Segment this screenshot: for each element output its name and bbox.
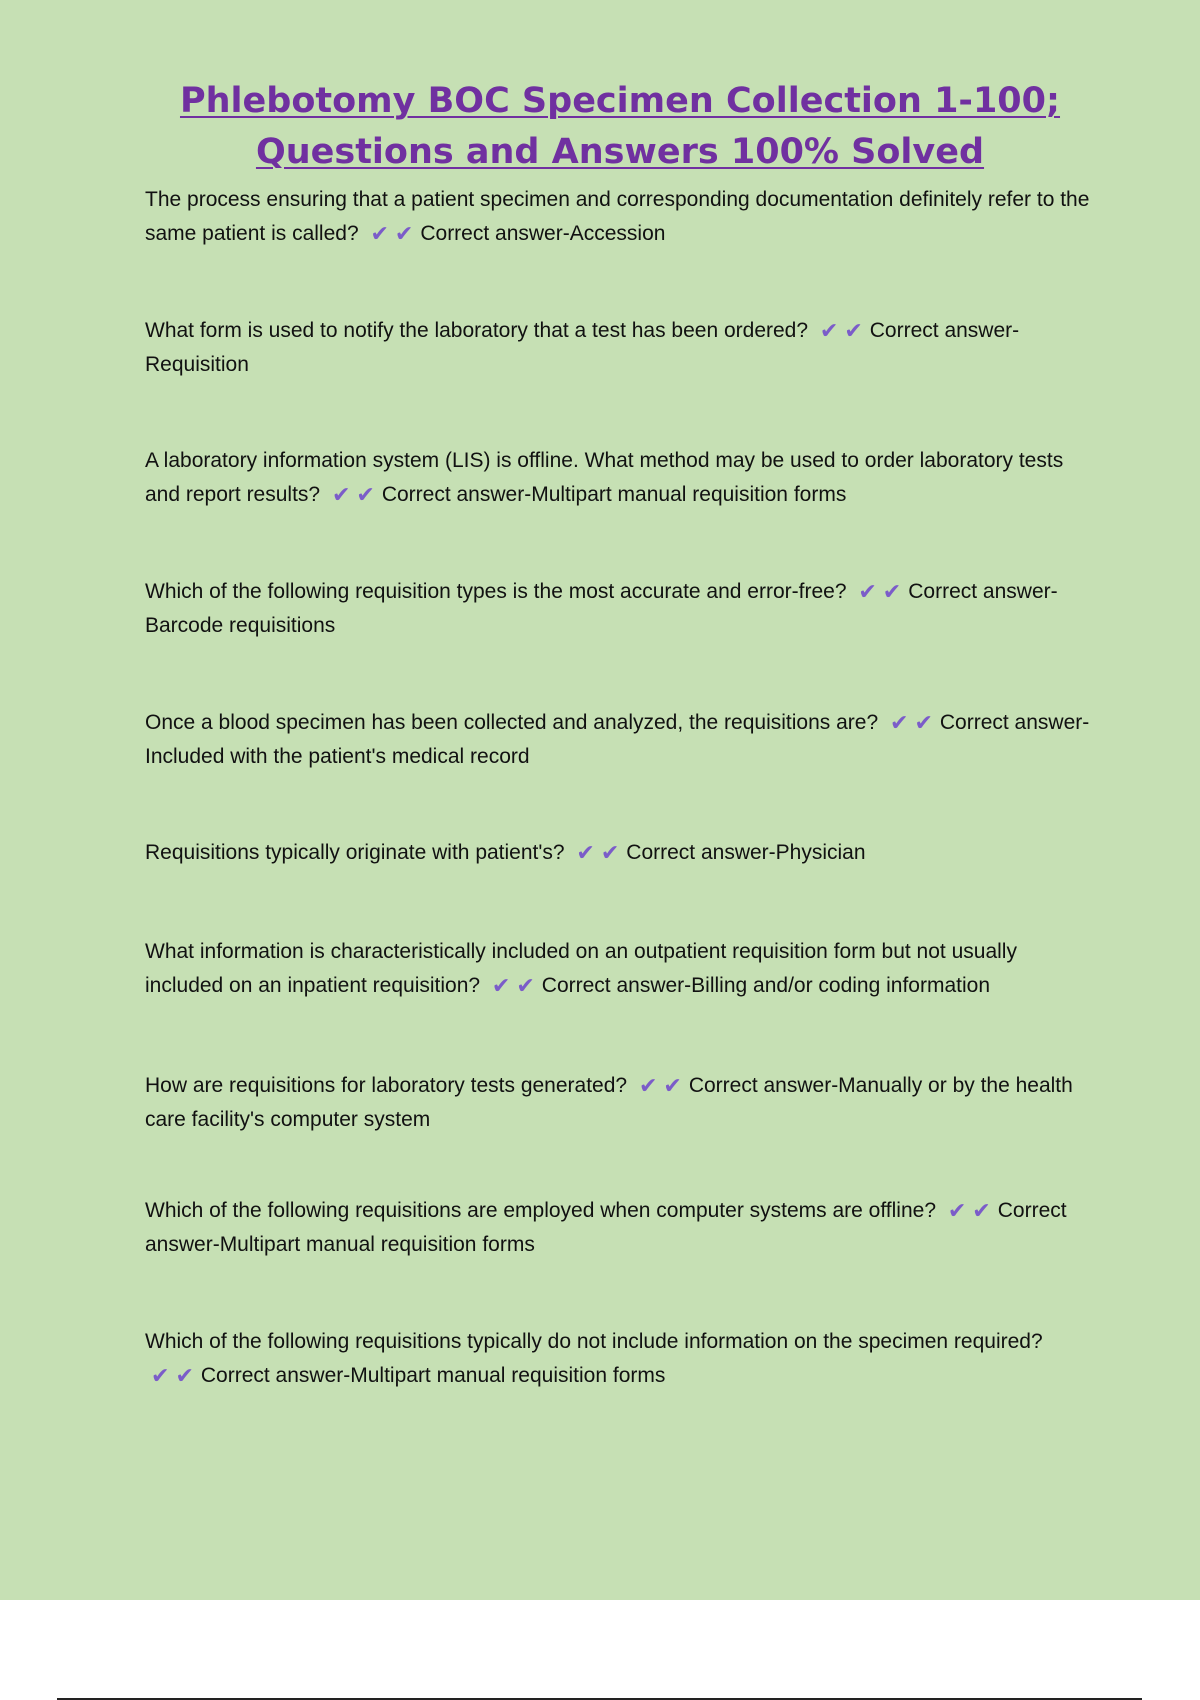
check-icon: ✔ — [516, 974, 535, 999]
document-body — [145, 76, 1095, 190]
double-check-icon — [367, 217, 416, 251]
qa-item-3 — [145, 444, 1095, 512]
check-icon: ✔ — [972, 1199, 991, 1224]
qa-item-10 — [145, 1325, 1095, 1393]
answer-text: Correct answer-Requisition — [145, 319, 1020, 376]
question-text: Which of the following requisitions typically do not include information on the specimen required? — [145, 1330, 1043, 1353]
check-icon: ✔ — [819, 319, 839, 344]
check-icon: ✔ — [882, 580, 902, 605]
check-icon: ✔ — [890, 711, 909, 736]
answer-text: Correct answer-Accession — [420, 222, 666, 245]
double-check-icon — [887, 706, 936, 740]
check-icon: ✔ — [947, 1199, 967, 1224]
question-text: What information is characteristically included on an outpatient requisition form but not usually included on an inpatient requisition? — [145, 940, 1017, 997]
answer-text: Correct answer-Physician — [626, 841, 866, 864]
check-icon: ✔ — [331, 483, 351, 508]
question-text: Which of the following requisitions are employed when computer systems are offline? — [145, 1199, 937, 1222]
qa-item-8 — [145, 1069, 1095, 1137]
check-icon: ✔ — [370, 222, 389, 247]
document-title-line-2: Questions and Answers 100% Solved — [255, 132, 985, 172]
answer-text: Correct answer-Barcode requisitions — [145, 580, 1058, 637]
double-check-icon — [945, 1194, 994, 1228]
double-check-icon — [329, 478, 378, 512]
answer-text: Correct answer-Manually or by the health care facility's computer system — [145, 1074, 1073, 1131]
double-check-icon — [817, 314, 866, 348]
check-icon: ✔ — [844, 319, 863, 344]
check-icon: ✔ — [356, 483, 375, 508]
answer-text: Correct answer-Multipart manual requisition forms — [200, 1364, 666, 1387]
question-text: Once a blood specimen has been collected and analyzed, the requisitions are? — [145, 711, 879, 734]
check-icon: ✔ — [491, 974, 511, 999]
check-icon: ✔ — [576, 841, 595, 866]
question-text: Requisitions typically originate with patient's? — [145, 841, 565, 864]
check-icon: ✔ — [663, 1074, 682, 1099]
double-check-icon — [855, 575, 904, 609]
qa-item-2 — [145, 314, 1095, 382]
answer-text: Correct answer-Billing and/or coding information — [541, 974, 991, 997]
double-check-icon — [489, 969, 538, 1003]
answer-text: Correct answer-Included with the patient's medical record — [145, 711, 1090, 768]
document-title — [145, 76, 1095, 178]
check-icon: ✔ — [600, 841, 620, 866]
check-icon: ✔ — [175, 1364, 194, 1389]
check-icon: ✔ — [858, 580, 877, 605]
question-text: Which of the following requisition types is the most accurate and error-free? — [145, 580, 847, 603]
answer-text: Correct answer-Multipart manual requisition forms — [381, 483, 847, 506]
double-check-icon — [148, 1359, 197, 1393]
double-check-icon — [573, 836, 622, 870]
document-title-line-1: Phlebotomy BOC Specimen Collection 1-100; — [179, 81, 1061, 121]
qa-item-7 — [145, 935, 1095, 1003]
check-icon: ✔ — [638, 1074, 658, 1099]
question-text: A laboratory information system (LIS) is offline. What method may be used to order laboratory tests and report results? — [145, 449, 1064, 506]
qa-item-5 — [145, 706, 1095, 774]
check-icon: ✔ — [394, 222, 414, 247]
question-text: The process ensuring that a patient specimen and corresponding documentation definitely refer to the same patient is called? — [145, 188, 1090, 245]
qa-item-4 — [145, 575, 1095, 643]
qa-item-9 — [145, 1194, 1095, 1262]
qa-item-6 — [145, 836, 1095, 870]
question-text: How are requisitions for laboratory tests generated? — [145, 1074, 628, 1097]
qa-item-1 — [145, 183, 1095, 251]
double-check-icon — [636, 1069, 685, 1103]
answer-text: Correct answer-Multipart manual requisition forms — [145, 1199, 1067, 1256]
check-icon: ✔ — [151, 1364, 170, 1389]
check-icon: ✔ — [914, 711, 933, 736]
question-text: What form is used to notify the laboratory that a test has been ordered? — [145, 319, 809, 342]
